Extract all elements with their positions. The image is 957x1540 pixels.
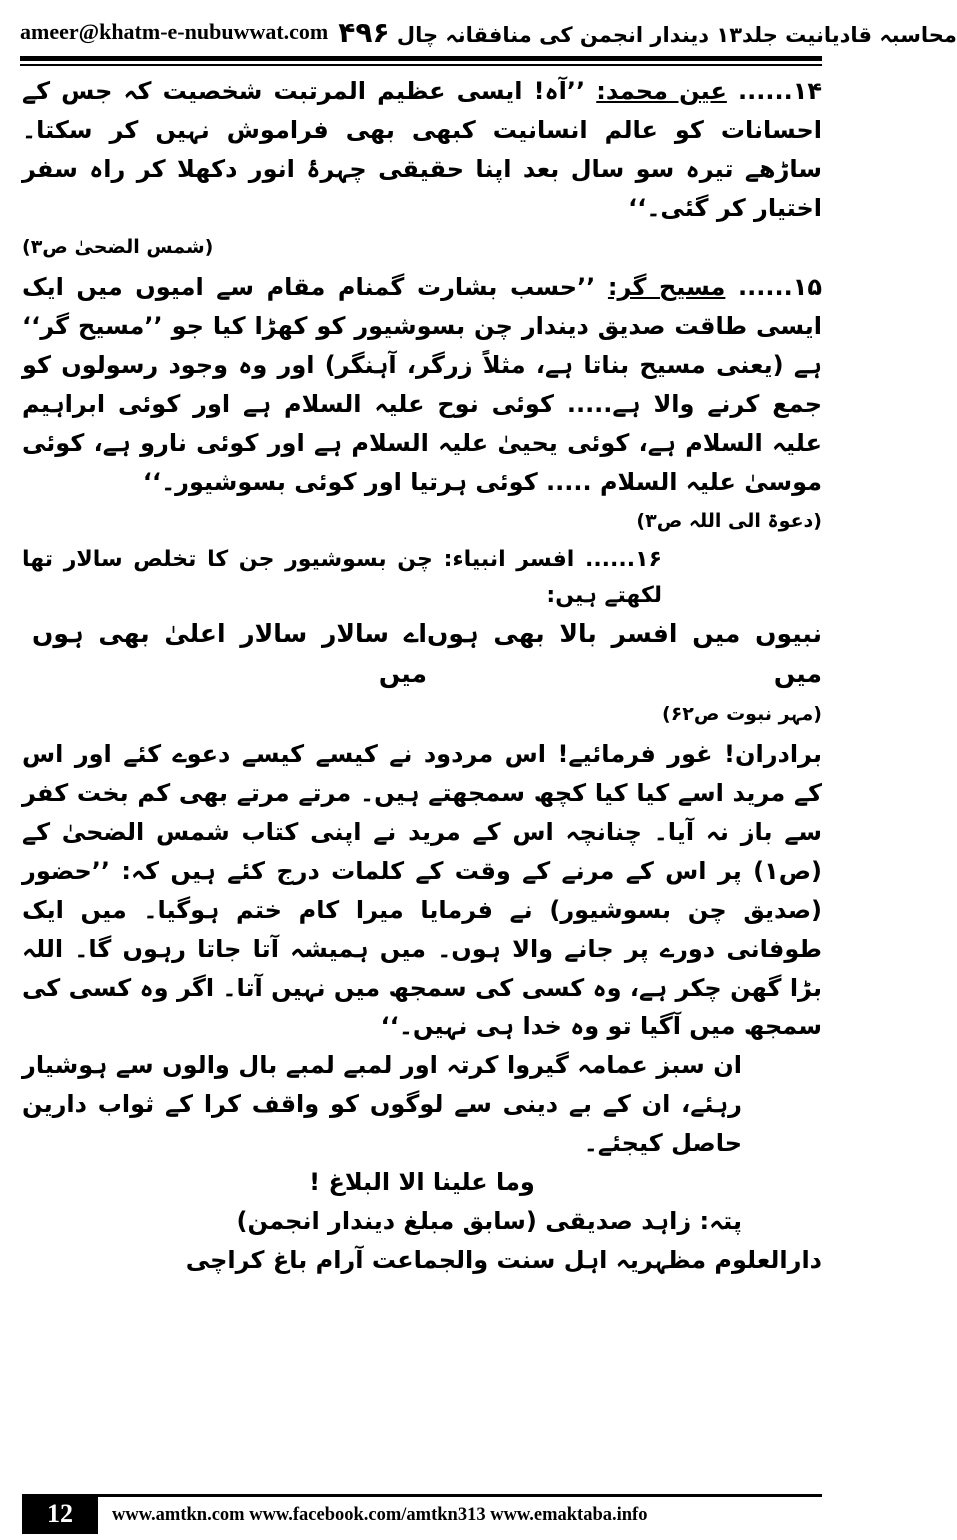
couplet-line-1: نبیوں میں افسر بالا بھی ہوں میں bbox=[427, 618, 822, 689]
couplet-line-2: اے سالار سالار اعلیٰ بھی ہوں میں bbox=[32, 618, 427, 689]
header-email: ameer@khatm-e-nubuwwat.com bbox=[20, 19, 329, 44]
item-16 bbox=[22, 542, 822, 613]
item-14-reference: (شمس الضحیٰ ص۳) bbox=[22, 235, 214, 258]
page-footer bbox=[22, 1494, 822, 1534]
page-body bbox=[22, 72, 822, 1280]
closing-dua: وما علینا الا البلاغ ! bbox=[309, 1167, 535, 1196]
item-15 bbox=[22, 268, 822, 501]
item-15-number: ۱۵...... bbox=[738, 273, 822, 302]
item-14-term: عین محمد: bbox=[596, 77, 727, 105]
item-14-number: ۱۴...... bbox=[738, 77, 822, 105]
running-title: محاسبہ قادیانیت جلد۱۳ دیندار انجمن کی منافقانہ چال bbox=[396, 22, 957, 47]
item-16-reference: (مہر نبوت ص۶۲) bbox=[662, 702, 822, 725]
item-15-text: ’’حسب بشارت گمنام مقام سے امیوں میں ایک ایسی طاقت صدیق دیندار چن بسوشیور کو کھڑا کیا جو ’’مسیح گر‘‘ ہے (یعنی مسیح بناتا ہے، مثلاً زرگر، آہنگر) اور وہ وجود رسولوں کو جمع کرنے والا ہے..... کوئی نوح علیہ السلام ہے اور کوئی ابراہیم علیہ السلام ہے، کوئی یحییٰ علیہ السلام ہے اور کوئی نارو ہے، کوئی موسیٰ علیہ السلام ..... کوئی ہرتیا اور کوئی بسوشیور۔‘‘ bbox=[22, 273, 822, 496]
closing-paragraph: برادران! غور فرمائیے! اس مردود نے کیسے کیسے دعوے کئے اور اس کے مرید اسے کیا کیا کچھ سمجھتے ہیں۔ مرتے مرتے بھی کم بخت کفر سے باز نہ آیا۔ چنانچہ اس کے مرید نے اپنی کتاب شمس الضحیٰ کے (ص۱) پر اس کے مرنے کے وقت کے کلمات درج کئے ہیں کہ: ’’حضور (صدیق چن بسوشیور) نے فرمایا میرا کام ختم ہوگیا۔ میں ایک طوفانی دورے پر جانے والا ہوں۔ میں ہمیشہ آتا جاتا رہوں گا۔ اللہ بڑا گھن چکر ہے، وہ کسی کی سمجھ میں نہیں آتا۔ اگر وہ کسی کی سمجھ میں آگیا تو وہ خدا ہی نہیں۔‘‘ bbox=[22, 740, 823, 1041]
header-rule-thin bbox=[20, 64, 822, 66]
poem-couplet bbox=[22, 614, 822, 695]
item-14 bbox=[22, 72, 822, 228]
item-16-intro: افسر انبیاء: چن بسوشیور جن کا تخلص سالار تھا لکھتے ہیں: bbox=[22, 547, 662, 608]
address-line-2: دارالعلوم مظہریہ اہل سنت والجماعت آرام باغ کراچی bbox=[185, 1245, 822, 1274]
item-15-reference: (دعوۃ الی اللہ ص۳) bbox=[636, 509, 822, 532]
header-title-group bbox=[328, 16, 957, 49]
address-line-1: پتہ: زاہد صدیقی (سابق مبلغ دیندار انجمن) bbox=[236, 1206, 742, 1235]
warning-paragraph: ان سبز عمامہ گیروا کرتہ اور لمبے لمبے بال والوں سے ہوشیار رہئے، ان کے بے دینی سے لوگوں کو واقف کرا کے ثواب دارین حاصل کیجئے۔ bbox=[22, 1051, 742, 1158]
page-number-urdu: ۴۹۶ bbox=[338, 15, 390, 49]
item-14-text: ’’آہ! ایسی عظیم المرتبت شخصیت کہ جس کے احسانات کو عالم انسانیت کبھی بھی فراموش نہیں کر سکتا۔ ساڑھے تیرہ سو سال بعد اپنا حقیقی چہرۂ انور دکھلا کر راہ سفر اختیار کر گئی۔‘‘ bbox=[22, 77, 822, 222]
header-rule-thick bbox=[20, 56, 822, 61]
item-16-number: ۱۶...... bbox=[584, 547, 662, 573]
footer-page-number: 12 bbox=[22, 1494, 98, 1534]
item-15-term: مسیح گر: bbox=[607, 273, 726, 302]
footer-links: www.amtkn.com www.facebook.com/amtkn313 www.emaktaba.info bbox=[98, 1494, 822, 1534]
page-header bbox=[20, 12, 957, 52]
